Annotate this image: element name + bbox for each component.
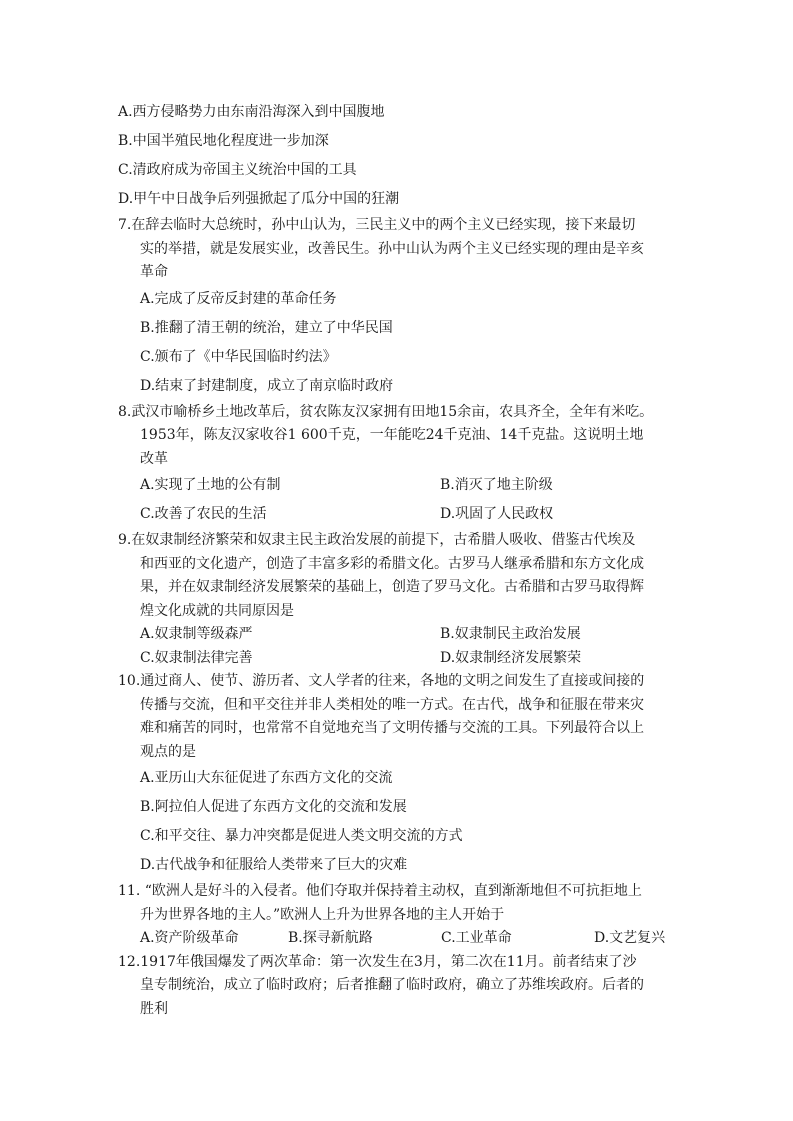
option-a: A.实现了土地的公有制 [140,477,281,493]
question-stem-line: 难和痛苦的同时，也常常不自觉地充当了文明传播与交流的工具。下列最符合以上 [140,720,644,736]
option-d: D.奴隶制经济发展繁荣 [440,649,582,666]
option-c: C.工业革命 [441,930,512,946]
question-stem-line: 7.在辞去临时大总统时，孙中山认为，三民主义中的两个主义已经实现，接下来最切 [118,217,636,233]
option-b: B.消灭了地主阶级 [440,477,553,493]
option-c: C.清政府成为帝国主义统治中国的工具 [118,162,357,178]
question-stem-line: 1953年，陈友汉家收谷1 600千克，一年能吃24千克油、14千克盐。这说明土地 [140,427,644,443]
question-9 [118,529,688,670]
options-row [118,623,688,647]
option-a: A.亚历山大东征促进了东西方文化的交流 [140,770,393,786]
option-d: D.古代战争和征服给人类带来了巨大的灾难 [140,857,408,873]
option-b: B.推翻了清王朝的统治，建立了中华民国 [140,319,393,336]
question-stem-line: 11. “欧洲人是好斗的入侵者。他们夺取并保持着主动权，直到渐渐地但不可抗拒地上 [118,883,642,899]
question-stem-line: 9.在奴隶制经济繁荣和奴隶主民主政治发展的前提下，古希腊人吸收、借鉴古代埃及 [118,532,636,548]
option-d: D.巩固了人民政权 [440,506,554,522]
options-row [118,471,688,500]
question-11 [118,880,688,951]
question-12 [118,951,688,1022]
question-stem-line: 果，并在奴隶制经济发展繁荣的基础上，创造了罗马文化。古希腊和古罗马取得辉 [140,579,644,595]
question-stem-line: 传播与交流，但和平交往并非人类相处的唯一方式。在古代，战争和征服在带来灾 [140,696,644,713]
option-b: B.探寻新航路 [288,930,373,946]
question-7 [118,214,688,401]
option-d: D.结束了封建制度，成立了南京临时政府 [140,377,394,394]
question-stem-line: 胜利 [140,1000,168,1017]
exam-page [118,98,688,1021]
question-8 [118,401,688,530]
question-6-options [118,98,688,214]
question-stem-line: 观点的是 [140,743,196,760]
option-d: D.甲午中日战争后列强掀起了瓜分中国的狂潮 [118,191,400,207]
option-b: B.奴隶制民主政治发展 [440,626,581,642]
question-stem-line: 和西亚的文化遗产，创造了丰富多彩的希腊文化。古罗马人继承希腊和东方文化成 [140,555,644,572]
question-stem-line: 10.通过商人、使节、游历者、文人学者的往来，各地的文明之间发生了直接或间接的 [118,673,645,689]
options-row [118,500,688,529]
option-c: C.奴隶制法律完善 [140,649,253,666]
option-c: C.改善了农民的生活 [140,506,267,522]
option-a: A.资产阶级革命 [140,930,239,946]
question-stem-line: 改革 [140,450,168,467]
option-a: A.西方侵略势力由东南沿海深入到中国腹地 [118,104,385,120]
question-stem-line: 12.1917年俄国爆发了两次革命：第一次发生在3月，第二次在11月。前者结束了沙 [118,953,637,970]
option-b: B.阿拉伯人促进了东西方文化的交流和发展 [140,799,407,815]
option-a: A.奴隶制等级森严 [140,626,253,642]
question-stem-line: 8.武汉市喻桥乡土地改革后，贫农陈友汉家拥有田地15余亩，农具齐全，全年有米吃。 [118,403,654,420]
question-10 [118,670,688,880]
option-c: C.和平交往、暴力冲突都是促进人类文明交流的方式 [140,828,463,844]
question-stem-line: 革命 [140,264,168,280]
option-b: B.中国半殖民地化程度进一步加深 [118,133,329,149]
option-d: D.文艺复兴 [594,930,666,946]
options-row [118,927,688,951]
question-stem-line: 皇专制统治，成立了临时政府；后者推翻了临时政府，确立了苏维埃政府。后者的 [140,977,644,993]
question-stem-line: 实的举措，就是发展实业，改善民生。孙中山认为两个主义已经实现的理由是辛亥 [140,240,644,257]
option-a: A.完成了反帝反封建的革命任务 [140,290,337,307]
options-row [118,647,688,671]
question-stem-line: 煌文化成就的共同原因是 [140,602,294,619]
option-c: C.颁布了《中华民国临时约法》 [140,348,337,365]
question-stem-line: 升为世界各地的主人。”欧洲人上升为世界各地的主人开始于 [140,906,505,923]
